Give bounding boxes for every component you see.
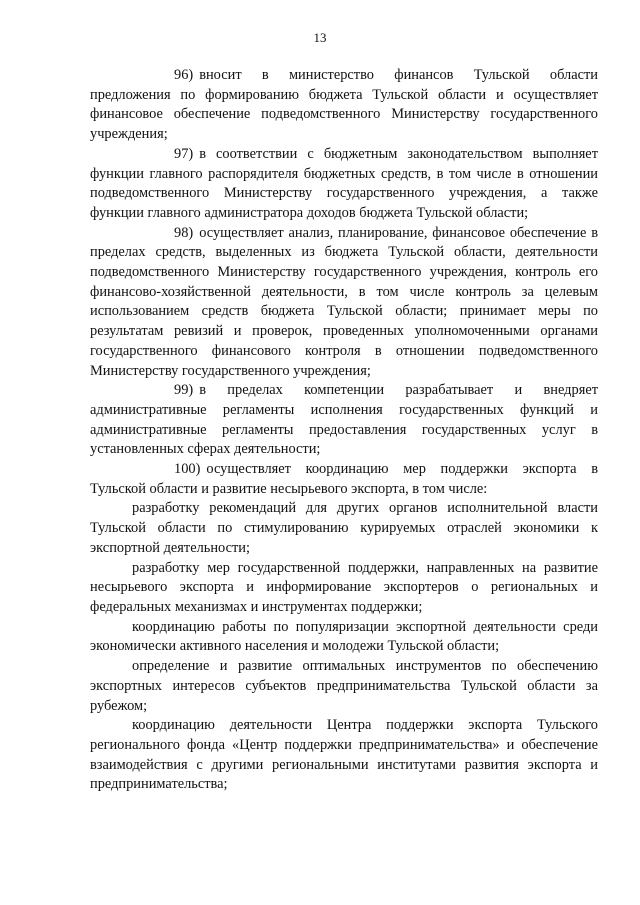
paragraph-text: разработку рекомендаций для других органов исполнительной власти Тульской области по стимулированию курируемых отраслей экономики к экспортной деятельности; — [90, 500, 598, 556]
paragraph-text: вносит в министерство финансов Тульской области предложения по формированию бюджета Тульской области и осуществляет финансовое обеспечение подведомственного Министерству государственного учреждения; — [90, 67, 598, 143]
subitem-instruments — [90, 657, 598, 716]
paragraph-98 — [90, 224, 598, 382]
paragraph-text: осуществляет координацию мер поддержки экспорта в Тульской области и развитие несырьевого экспорта, в том числе: — [90, 461, 598, 497]
paragraph-text: координацию деятельности Центра поддержки экспорта Тульского регионального фонда «Центр поддержки предпринимательства» и обеспечение взаимодействия с другими региональными институтами развития экспорта и предпринимательства; — [90, 717, 598, 793]
paragraph-100 — [90, 460, 598, 499]
paragraph-96 — [90, 66, 598, 145]
item-number: 96) — [174, 67, 194, 83]
paragraph-text: в соответствии с бюджетным законодательством выполняет функции главного распорядителя бюджетных средств, в том числе в отношении подведомственного Министерству государственного учреждения, а также функции главного администратора доходов бюджета Тульской области; — [90, 145, 598, 221]
item-number: 97) — [174, 145, 194, 162]
paragraph-text: определение и развитие оптимальных инструментов по обеспечению экспортных интересов субъектов предпринимательства Тульской области за рубежом; — [90, 658, 598, 714]
item-number: 100) — [174, 461, 201, 478]
document-body — [90, 66, 598, 795]
paragraph-text: координацию работы по популяризации экспортной деятельности среди экономически активного населения и молодежи Тульской области; — [90, 618, 598, 655]
subitem-export-center — [90, 716, 598, 795]
paragraph-text: осуществляет анализ, планирование, финансовое обеспечение в пределах средств, выделенных из бюджета Тульской области, деятельности подведомственного Министерству государственного учреждения, контроль его финансово-хозяйственной деятельности, в том числе контроль за целевым использованием средств бюджета Тульской области; принимает меры по результатам ревизий и проверок, проведенных уполномоченными органами государственного финансового контроля в отношении подведомственного Министерству государственного учреждения; — [90, 224, 598, 379]
subitem-recommendations — [90, 499, 598, 558]
paragraph-99 — [90, 381, 598, 460]
subitem-support-measures — [90, 559, 598, 618]
paragraph-text: разработку мер государственной поддержки, направленных на развитие несырьевого экспорта и информирование экспортеров о региональных и федеральных механизмах и инструментах поддержки; — [90, 559, 598, 615]
paragraph-97 — [90, 145, 598, 224]
item-number: 98) — [174, 224, 194, 241]
item-number: 99) — [174, 382, 194, 399]
page-number: 13 — [313, 30, 327, 45]
paragraph-text: в пределах компетенции разрабатывает и внедряет административные регламенты исполнения государственных функций и административные регламенты предоставления государственных услуг в установленных сферах деятельности; — [90, 382, 598, 458]
subitem-popularization — [90, 618, 598, 657]
